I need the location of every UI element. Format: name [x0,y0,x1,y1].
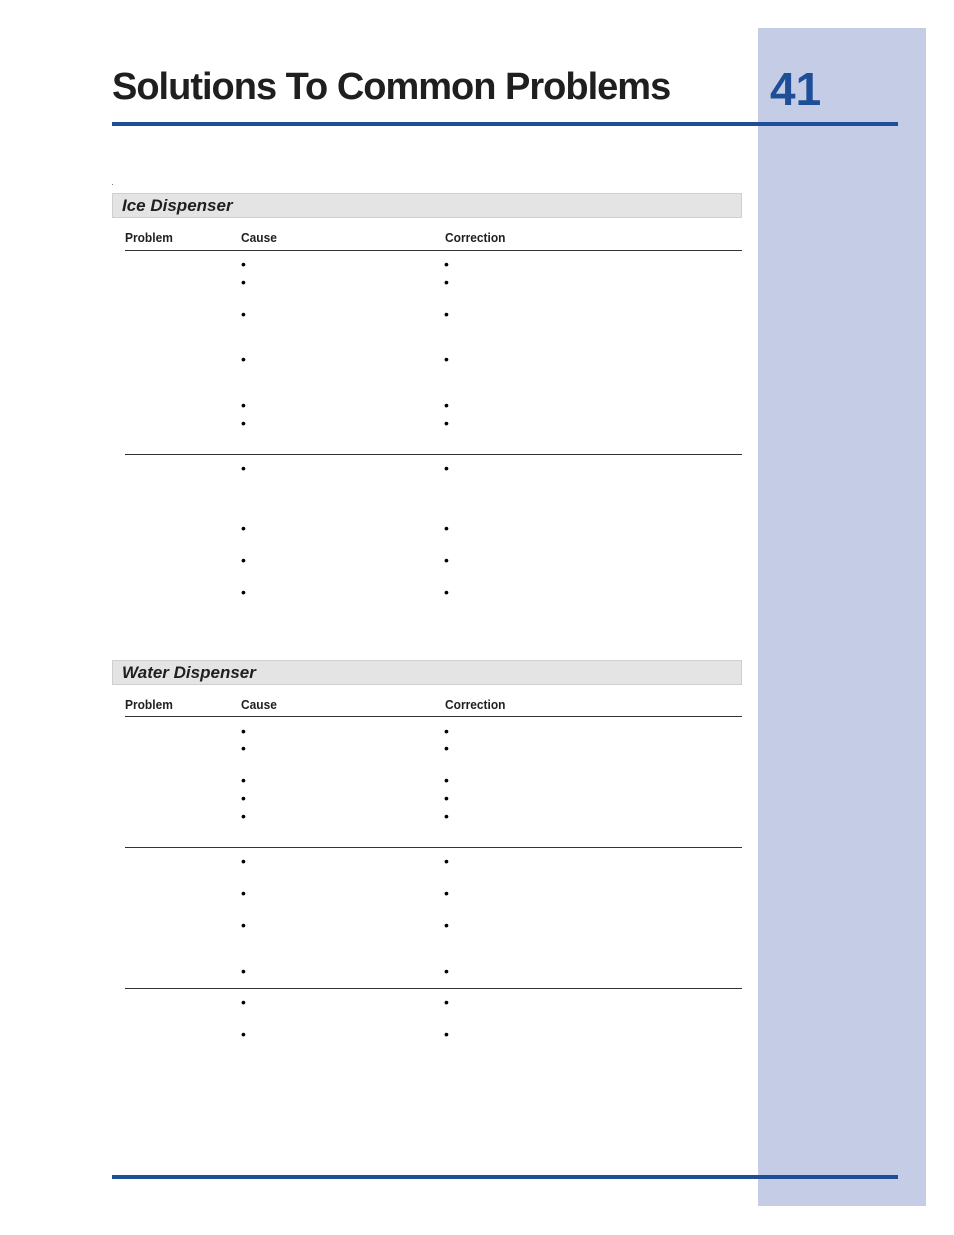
correction-bullet: • [444,306,449,322]
cause-bullet: • [241,723,246,739]
section-title-ice-dispenser: Ice Dispenser [122,196,233,215]
correction-bullet: • [444,790,449,806]
correction-bullet: • [444,397,449,413]
cause-bullet: • [241,790,246,806]
column-header-problem: Problem [125,697,173,712]
table-row-divider [125,988,742,989]
table-row-divider [125,454,742,455]
cause-bullet: • [241,351,246,367]
cause-bullet: • [241,808,246,824]
correction-bullet: • [444,415,449,431]
cause-bullet: • [241,256,246,272]
correction-bullet: • [444,917,449,933]
correction-bullet: • [444,520,449,536]
column-header-correction: Correction [445,230,506,245]
title-rule [112,122,898,126]
page-number: 41 [770,63,822,115]
correction-bullet: • [444,994,449,1010]
correction-bullet: • [444,584,449,600]
column-header-problem: Problem [125,230,173,245]
correction-bullet: • [444,1026,449,1042]
page-title: Solutions To Common Problems [112,66,671,108]
footer-rule [112,1175,898,1179]
correction-bullet: • [444,853,449,869]
correction-bullet: • [444,552,449,568]
correction-bullet: • [444,963,449,979]
cause-bullet: • [241,415,246,431]
section-ice-dispenser [112,193,742,218]
correction-bullet: • [444,723,449,739]
cause-bullet: • [241,994,246,1010]
correction-bullet: • [444,351,449,367]
cause-bullet: • [241,772,246,788]
stray-mark [112,184,113,185]
side-band [758,28,926,1206]
correction-bullet: • [444,808,449,824]
cause-bullet: • [241,885,246,901]
column-header-cause: Cause [241,697,277,712]
correction-bullet: • [444,885,449,901]
cause-bullet: • [241,853,246,869]
correction-bullet: • [444,772,449,788]
table-header-rule [125,250,742,251]
correction-bullet: • [444,274,449,290]
cause-bullet: • [241,584,246,600]
table-header-rule [125,716,742,717]
section-water-dispenser [112,660,742,685]
section-title-water-dispenser: Water Dispenser [122,663,256,682]
cause-bullet: • [241,306,246,322]
table-row-divider [125,847,742,848]
cause-bullet: • [241,274,246,290]
cause-bullet: • [241,963,246,979]
cause-bullet: • [241,460,246,476]
cause-bullet: • [241,1026,246,1042]
column-header-correction: Correction [445,697,506,712]
correction-bullet: • [444,460,449,476]
cause-bullet: • [241,552,246,568]
column-header-cause: Cause [241,230,277,245]
correction-bullet: • [444,740,449,756]
cause-bullet: • [241,397,246,413]
cause-bullet: • [241,740,246,756]
correction-bullet: • [444,256,449,272]
cause-bullet: • [241,917,246,933]
cause-bullet: • [241,520,246,536]
